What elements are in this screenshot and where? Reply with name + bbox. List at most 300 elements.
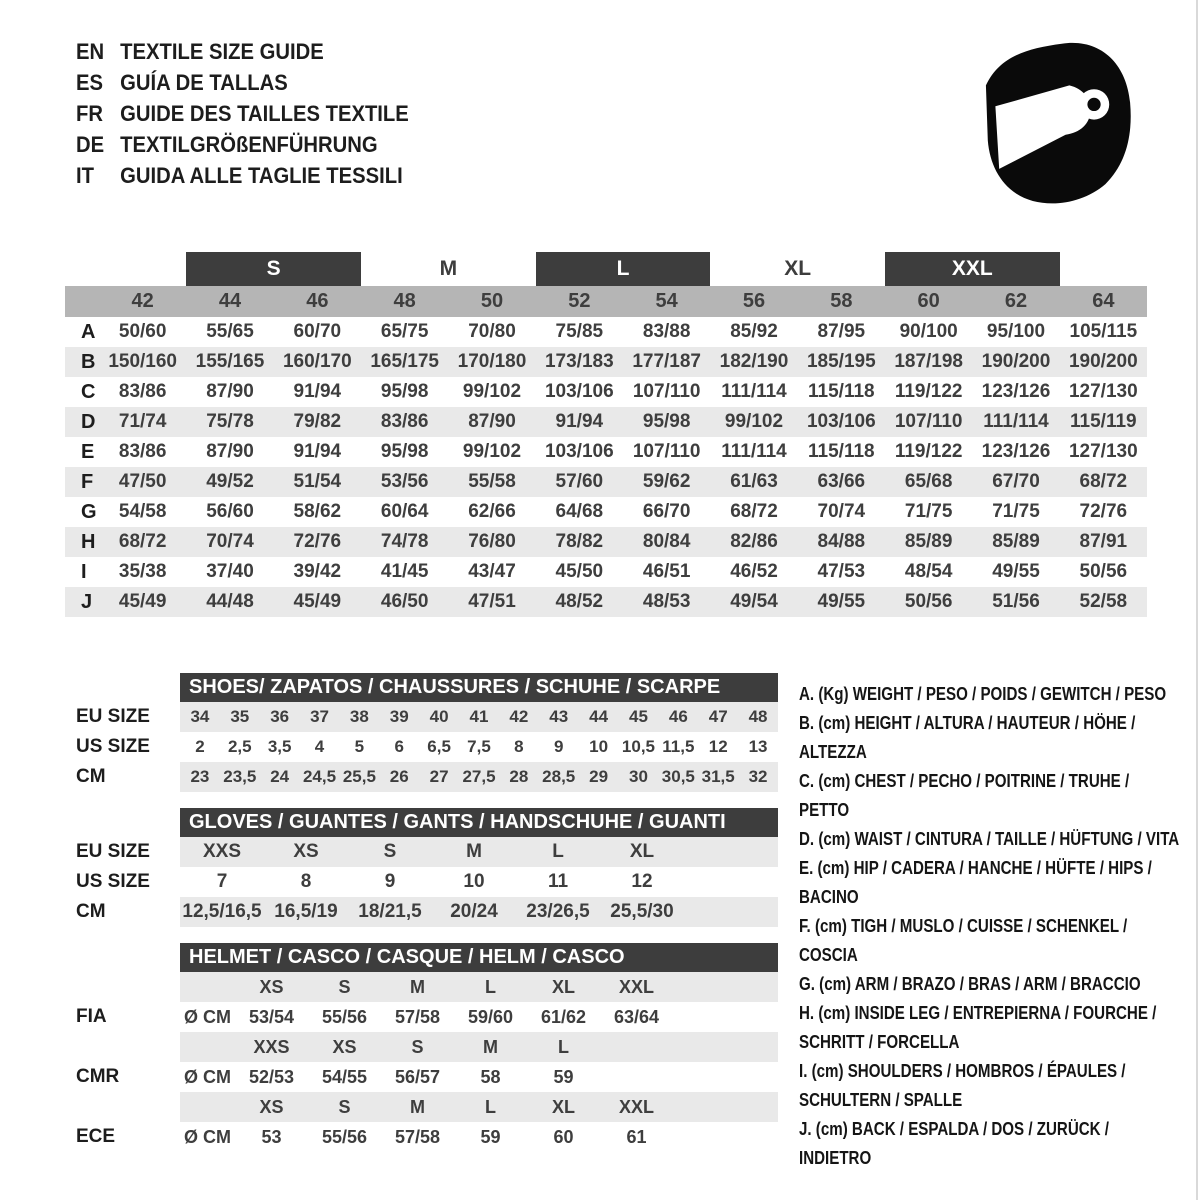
value-cell bbox=[600, 1062, 673, 1092]
size-value-cell: 119/122 bbox=[894, 441, 963, 462]
size-value-cell: 71/75 bbox=[904, 501, 953, 522]
legend-item: B. (cm) HEIGHT / ALTURA / HAUTEUR / HÖHE / ALTEZZA bbox=[799, 713, 1136, 762]
size-value-cell: 127/130 bbox=[1068, 381, 1138, 402]
size-value-cell: 84/88 bbox=[817, 531, 866, 552]
size-row-label: J bbox=[81, 591, 93, 613]
size-number-cell: 60 bbox=[917, 290, 940, 312]
size-value-cell: 49/54 bbox=[730, 591, 778, 612]
size-value-cell: 127/130 bbox=[1068, 441, 1138, 462]
size-number-cell: 50 bbox=[480, 290, 504, 312]
value-cell: 27,5 bbox=[462, 767, 496, 786]
size-value-cell: 91/94 bbox=[293, 441, 342, 462]
size-row-label: F bbox=[81, 471, 94, 493]
size-value-cell: 87/90 bbox=[206, 381, 254, 402]
size-value-cell: 119/122 bbox=[894, 381, 963, 402]
row-values bbox=[180, 1062, 778, 1092]
row-label bbox=[65, 1032, 180, 1062]
size-value-cell: 95/98 bbox=[380, 381, 429, 402]
row-label: CM bbox=[76, 901, 106, 922]
value-cell: 39 bbox=[389, 707, 409, 726]
size-value-cell: 50/60 bbox=[118, 321, 167, 342]
helmet-table bbox=[65, 943, 778, 1152]
value-cell: 40 bbox=[429, 707, 449, 726]
value-cell: 24,5 bbox=[302, 767, 337, 786]
value-cell: 30 bbox=[629, 767, 648, 786]
size-value-cell: 45/49 bbox=[118, 591, 167, 612]
size-row bbox=[65, 347, 1147, 377]
row-label: CM bbox=[76, 766, 106, 787]
value-cell: 59 bbox=[480, 1127, 501, 1147]
size-value-cell: 165/175 bbox=[370, 351, 439, 372]
value-cell: 38 bbox=[349, 707, 369, 726]
size-value-cell: 115/118 bbox=[808, 441, 875, 462]
value-cell: 12 bbox=[708, 737, 728, 756]
table-row bbox=[65, 972, 778, 1002]
row-values bbox=[180, 972, 778, 1002]
value-cell: 57/58 bbox=[394, 1007, 441, 1027]
value-cell: 11,5 bbox=[662, 737, 695, 756]
value-cell: 11 bbox=[547, 871, 569, 892]
size-value-cell: 74/78 bbox=[380, 531, 429, 552]
value-cell: XL bbox=[551, 977, 575, 997]
size-value-cell: 123/126 bbox=[981, 441, 1051, 462]
size-value-cell: 41/45 bbox=[380, 561, 429, 582]
row-label: CMR bbox=[76, 1066, 120, 1087]
value-cell: S bbox=[383, 841, 397, 862]
value-cell: 44 bbox=[589, 707, 609, 726]
size-value-cell: 48/52 bbox=[555, 591, 604, 612]
size-value-cell: 58/62 bbox=[293, 501, 342, 522]
legend-item: A. (Kg) WEIGHT / PESO / POIDS / GEWITCH / PESO bbox=[799, 684, 1167, 704]
size-value-cell: 107/110 bbox=[632, 441, 701, 462]
size-value-cell: 95/98 bbox=[642, 411, 691, 432]
value-cell: 35 bbox=[230, 707, 250, 726]
value-cell: 53 bbox=[261, 1127, 282, 1147]
size-value-cell: 105/115 bbox=[1069, 321, 1138, 342]
guide-title-text: TEXTILE SIZE GUIDE bbox=[120, 39, 324, 64]
size-value-cell: 190/200 bbox=[1068, 351, 1138, 372]
shoes-rows bbox=[65, 702, 778, 792]
legend-item: E. (cm) HIP / CADERA / HANCHE / HÜFTE / HIPS / BACINO bbox=[799, 858, 1152, 907]
table-row bbox=[65, 1002, 778, 1032]
size-value-cell: 48/54 bbox=[904, 561, 953, 582]
language-row bbox=[76, 36, 409, 67]
table-row bbox=[65, 732, 778, 762]
value-cell: M bbox=[410, 1097, 425, 1117]
value-cell: 5 bbox=[354, 737, 365, 756]
value-cell: 23 bbox=[190, 767, 210, 786]
table-row bbox=[65, 762, 778, 792]
value-cell: 53/54 bbox=[248, 1007, 295, 1027]
size-value-cell: 160/170 bbox=[282, 351, 352, 372]
value-cell: 28 bbox=[509, 767, 529, 786]
size-number-header-row bbox=[65, 286, 1147, 317]
size-group-s: S bbox=[186, 252, 361, 286]
size-value-cell: 70/74 bbox=[817, 501, 866, 522]
row-label bbox=[65, 1092, 180, 1122]
row-values bbox=[180, 1032, 778, 1062]
size-value-cell: 62/66 bbox=[468, 501, 516, 522]
value-cell: 46 bbox=[668, 707, 688, 726]
size-value-cell: 190/200 bbox=[981, 351, 1051, 372]
size-value-cell: 107/110 bbox=[632, 381, 701, 402]
size-value-cell: 51/54 bbox=[293, 471, 342, 492]
size-number-cell: 64 bbox=[1092, 290, 1115, 312]
guide-title-text: GUIDE DES TAILLES TEXTILE bbox=[120, 101, 409, 126]
size-value-cell: 155/165 bbox=[195, 351, 265, 372]
value-cell: XS bbox=[332, 1037, 357, 1057]
row-values bbox=[180, 1002, 778, 1032]
value-cell: 12,5/16,5 bbox=[182, 901, 262, 922]
size-value-cell: 99/102 bbox=[724, 411, 784, 432]
size-value-cell: 64/68 bbox=[555, 501, 604, 522]
size-group-m: M bbox=[439, 257, 458, 280]
size-value-cell: 68/72 bbox=[118, 531, 167, 552]
size-value-cell: 87/90 bbox=[468, 411, 516, 432]
value-cell: 4 bbox=[314, 737, 325, 756]
table-row bbox=[65, 1092, 778, 1122]
shoes-table bbox=[65, 673, 778, 792]
size-number-cell: 54 bbox=[655, 290, 678, 312]
value-cell: S bbox=[411, 1037, 424, 1057]
value-cell: 60 bbox=[553, 1127, 574, 1147]
size-group-header-row bbox=[65, 252, 1147, 286]
size-value-cell: 115/118 bbox=[808, 381, 875, 402]
size-row-label: B bbox=[81, 351, 96, 373]
value-cell: M bbox=[466, 841, 482, 862]
value-cell: 29 bbox=[589, 767, 609, 786]
size-value-cell: 103/106 bbox=[806, 411, 876, 432]
size-value-cell: 78/82 bbox=[555, 531, 604, 552]
value-cell: 52/53 bbox=[248, 1067, 295, 1087]
value-cell: L bbox=[485, 1097, 496, 1117]
size-group-l: L bbox=[536, 252, 711, 286]
size-value-cell: 46/51 bbox=[642, 561, 691, 582]
guide-title-text: GUIDA ALLE TAGLIE TESSILI bbox=[120, 163, 403, 188]
size-value-cell: 53/56 bbox=[380, 471, 429, 492]
value-cell: S bbox=[338, 977, 351, 997]
row-values bbox=[180, 867, 778, 897]
size-value-cell: 44/48 bbox=[206, 591, 254, 612]
size-value-cell: 68/72 bbox=[1079, 471, 1128, 492]
size-value-cell: 95/100 bbox=[986, 321, 1046, 342]
size-value-cell: 71/75 bbox=[992, 501, 1040, 522]
value-cell: 55/56 bbox=[321, 1007, 368, 1027]
header-spacer bbox=[65, 286, 99, 317]
size-value-cell: 95/98 bbox=[380, 441, 429, 462]
size-value-cell: 187/198 bbox=[894, 351, 963, 372]
row-values bbox=[180, 837, 778, 867]
size-number-cell: 62 bbox=[1004, 290, 1028, 312]
value-cell: 26 bbox=[389, 767, 409, 786]
legend-item: H. (cm) INSIDE LEG / ENTREPIERNA / FOURCHE / SCHRITT / FORCELLA bbox=[799, 1003, 1157, 1052]
size-value-cell: 46/50 bbox=[380, 591, 429, 612]
value-cell: Ø CM bbox=[184, 1007, 231, 1027]
value-cell: 23,5 bbox=[223, 767, 257, 786]
size-row bbox=[65, 437, 1147, 467]
legend-item: D. (cm) WAIST / CINTURA / TAILLE / HÜFTUNG / VITA bbox=[799, 829, 1180, 849]
table-row bbox=[65, 1032, 778, 1062]
value-cell: 23/26,5 bbox=[526, 901, 590, 922]
value-cell: XS bbox=[259, 1097, 284, 1117]
value-cell: L bbox=[558, 1037, 569, 1057]
value-cell: XXL bbox=[618, 1097, 654, 1117]
size-value-cell: 103/106 bbox=[544, 381, 614, 402]
value-cell: 8 bbox=[300, 871, 312, 892]
gloves-rows bbox=[65, 837, 778, 927]
size-value-cell: 37/40 bbox=[206, 561, 254, 582]
size-value-cell: 87/95 bbox=[817, 321, 866, 342]
size-value-cell: 70/74 bbox=[206, 531, 254, 552]
size-number-cell: 46 bbox=[306, 290, 329, 312]
size-number-cell: 56 bbox=[742, 290, 766, 312]
helmet-title-bar: HELMET / CASCO / CASQUE / HELM / CASCO bbox=[180, 943, 778, 972]
value-cell: 47 bbox=[708, 707, 728, 726]
size-row bbox=[65, 467, 1147, 497]
value-cell: 10,5 bbox=[621, 737, 655, 756]
value-cell: 61/62 bbox=[540, 1007, 587, 1027]
value-cell bbox=[600, 1032, 673, 1062]
size-value-cell: 49/52 bbox=[206, 471, 254, 492]
value-cell: 2,5 bbox=[227, 737, 252, 756]
table-row bbox=[65, 897, 778, 927]
value-cell: 57/58 bbox=[394, 1127, 441, 1147]
row-values bbox=[180, 1092, 778, 1122]
value-cell: 7 bbox=[216, 871, 228, 892]
size-value-cell: 61/63 bbox=[730, 471, 778, 492]
value-cell: 59 bbox=[553, 1067, 574, 1087]
size-row-label: G bbox=[81, 501, 97, 523]
size-number-cell: 44 bbox=[218, 290, 242, 312]
size-value-cell: 75/85 bbox=[555, 321, 604, 342]
value-cell: 16,5/19 bbox=[274, 901, 338, 922]
size-value-cell: 90/100 bbox=[899, 321, 958, 342]
size-value-cell: 85/92 bbox=[730, 321, 778, 342]
size-value-cell: 52/58 bbox=[1079, 591, 1128, 612]
value-cell: 9 bbox=[384, 871, 396, 892]
value-cell: 61 bbox=[626, 1127, 647, 1147]
size-value-cell: 150/160 bbox=[108, 351, 177, 372]
language-code: FR bbox=[76, 101, 103, 126]
size-row bbox=[65, 377, 1147, 407]
size-value-cell: 54/58 bbox=[118, 501, 167, 522]
guide-title-text: GUÍA DE TALLAS bbox=[120, 70, 288, 95]
row-label: US SIZE bbox=[76, 871, 150, 892]
size-value-cell: 55/58 bbox=[468, 471, 516, 492]
value-cell: 6 bbox=[394, 737, 404, 756]
value-cell: M bbox=[483, 1037, 498, 1057]
helmet-rows bbox=[65, 972, 778, 1152]
guide-title-text: TEXTILGRÖßENFÜHRUNG bbox=[120, 132, 378, 157]
size-group-xxl: XXL bbox=[885, 252, 1060, 286]
size-row-label: H bbox=[81, 531, 96, 553]
size-value-cell: 111/114 bbox=[983, 411, 1049, 432]
table-row bbox=[65, 1122, 778, 1152]
size-value-cell: 35/38 bbox=[118, 561, 167, 582]
size-value-cell: 65/68 bbox=[904, 471, 953, 492]
size-number-cell: 52 bbox=[568, 290, 591, 312]
value-cell: 43 bbox=[549, 707, 569, 726]
value-cell: 31,5 bbox=[701, 767, 735, 786]
size-row-label: C bbox=[81, 381, 96, 403]
size-value-cell: 49/55 bbox=[817, 591, 866, 612]
gloves-table bbox=[65, 808, 778, 927]
size-value-cell: 46/52 bbox=[730, 561, 778, 582]
language-row bbox=[76, 129, 409, 160]
value-cell: L bbox=[552, 841, 564, 862]
row-values bbox=[180, 702, 778, 732]
value-cell: 54/55 bbox=[321, 1067, 368, 1087]
value-cell: 63/64 bbox=[613, 1007, 660, 1027]
size-value-cell: 71/74 bbox=[118, 411, 167, 432]
size-value-cell: 68/72 bbox=[730, 501, 778, 522]
value-cell: 18/21,5 bbox=[358, 901, 422, 922]
size-row bbox=[65, 497, 1147, 527]
language-code: DE bbox=[76, 132, 105, 157]
size-value-cell: 47/50 bbox=[118, 471, 167, 492]
size-value-cell: 76/80 bbox=[468, 531, 516, 552]
table-row bbox=[65, 867, 778, 897]
size-value-cell: 111/114 bbox=[721, 381, 787, 402]
size-value-cell: 85/89 bbox=[992, 531, 1040, 552]
size-number-cell: 58 bbox=[830, 290, 853, 312]
size-value-cell: 67/70 bbox=[992, 471, 1040, 492]
row-label: ECE bbox=[76, 1126, 116, 1147]
value-cell: 55/56 bbox=[321, 1127, 368, 1147]
size-value-cell: 51/56 bbox=[992, 591, 1040, 612]
page-edge-line bbox=[1196, 0, 1198, 1200]
size-value-cell: 80/84 bbox=[642, 531, 691, 552]
value-cell: 48 bbox=[748, 707, 768, 726]
value-cell: 30,5 bbox=[661, 767, 695, 786]
value-cell: XXL bbox=[618, 977, 654, 997]
size-value-cell: 50/56 bbox=[904, 591, 953, 612]
value-cell: 42 bbox=[509, 707, 529, 726]
row-label: EU SIZE bbox=[76, 706, 150, 727]
size-value-cell: 83/86 bbox=[118, 441, 167, 462]
size-value-cell: 185/195 bbox=[806, 351, 876, 372]
size-value-cell: 79/82 bbox=[293, 411, 342, 432]
legend-item: J. (cm) BACK / ESPALDA / DOS / ZURÜCK / INDIETRO bbox=[799, 1119, 1109, 1168]
value-cell: 13 bbox=[748, 737, 768, 756]
size-value-cell: 107/110 bbox=[894, 411, 963, 432]
language-code: IT bbox=[76, 163, 94, 188]
value-cell: 24 bbox=[270, 767, 290, 786]
size-value-cell: 56/60 bbox=[206, 501, 254, 522]
value-cell: XL bbox=[629, 841, 655, 862]
size-value-cell: 72/76 bbox=[293, 531, 342, 552]
shoes-title-bar: SHOES/ ZAPATOS / CHAUSSURES / SCHUHE / SCARPE bbox=[180, 673, 778, 702]
size-value-cell: 45/50 bbox=[555, 561, 604, 582]
value-cell: XXS bbox=[253, 1037, 290, 1057]
row-label: FIA bbox=[76, 1006, 107, 1027]
value-cell: 7,5 bbox=[467, 737, 491, 756]
size-value-cell: 55/65 bbox=[206, 321, 254, 342]
size-value-cell: 57/60 bbox=[555, 471, 604, 492]
value-cell: 36 bbox=[270, 707, 290, 726]
size-value-cell: 50/56 bbox=[1079, 561, 1128, 582]
gloves-title-bar: GLOVES / GUANTES / GANTS / HANDSCHUHE / GUANTI bbox=[180, 808, 778, 837]
size-row-label: D bbox=[81, 411, 96, 433]
legend-item: I. (cm) SHOULDERS / HOMBROS / ÉPAULES / SCHULTERN / SPALLE bbox=[799, 1061, 1126, 1110]
size-row bbox=[65, 587, 1147, 617]
size-value-cell: 170/180 bbox=[457, 351, 527, 372]
value-cell: XXS bbox=[202, 841, 242, 862]
value-cell: M bbox=[410, 977, 425, 997]
size-value-cell: 83/86 bbox=[118, 381, 167, 402]
size-value-cell: 72/76 bbox=[1079, 501, 1128, 522]
value-cell: Ø CM bbox=[184, 1127, 231, 1147]
size-value-cell: 59/62 bbox=[642, 471, 691, 492]
size-value-cell: 65/75 bbox=[380, 321, 429, 342]
table-row bbox=[65, 837, 778, 867]
value-cell: 2 bbox=[195, 737, 205, 756]
size-value-cell: 182/190 bbox=[719, 351, 789, 372]
value-cell: 25,5/30 bbox=[610, 901, 674, 922]
value-cell: 58 bbox=[480, 1067, 501, 1087]
value-cell: 8 bbox=[514, 737, 524, 756]
language-code: ES bbox=[76, 70, 104, 95]
value-cell: 10 bbox=[463, 871, 485, 892]
row-values bbox=[180, 732, 778, 762]
size-number-cell: 48 bbox=[393, 290, 416, 312]
legend-item: C. (cm) CHEST / PECHO / POITRINE / TRUHE / PETTO bbox=[799, 771, 1130, 820]
row-values bbox=[180, 897, 778, 927]
size-value-cell: 83/86 bbox=[380, 411, 429, 432]
value-cell: L bbox=[485, 977, 496, 997]
value-cell bbox=[180, 1092, 235, 1122]
size-value-cell: 70/80 bbox=[468, 321, 516, 342]
table-row bbox=[65, 702, 778, 732]
size-number-cell: 42 bbox=[131, 290, 154, 312]
value-cell: 25,5 bbox=[342, 767, 376, 786]
size-row bbox=[65, 527, 1147, 557]
value-cell: 27 bbox=[429, 767, 449, 786]
value-cell: 45 bbox=[629, 707, 648, 726]
size-value-cell: 103/106 bbox=[544, 441, 614, 462]
value-cell: 34 bbox=[190, 707, 210, 726]
size-row-label: E bbox=[81, 441, 95, 463]
size-value-cell: 91/94 bbox=[293, 381, 342, 402]
size-value-cell: 39/42 bbox=[293, 561, 342, 582]
value-cell: S bbox=[338, 1097, 351, 1117]
value-cell: XS bbox=[293, 841, 319, 862]
size-value-cell: 82/86 bbox=[730, 531, 778, 552]
value-cell: 6,5 bbox=[427, 737, 451, 756]
value-cell: 41 bbox=[469, 707, 489, 726]
size-value-cell: 87/91 bbox=[1079, 531, 1128, 552]
size-value-cell: 99/102 bbox=[462, 441, 522, 462]
row-label: US SIZE bbox=[76, 736, 150, 757]
size-value-cell: 177/187 bbox=[632, 351, 701, 372]
size-value-cell: 75/78 bbox=[206, 411, 254, 432]
size-value-cell: 115/119 bbox=[1070, 411, 1137, 432]
size-value-cell: 63/66 bbox=[817, 471, 866, 492]
value-cell: Ø CM bbox=[184, 1067, 231, 1087]
value-cell bbox=[180, 1032, 235, 1062]
size-value-cell: 85/89 bbox=[904, 531, 953, 552]
value-cell: 59/60 bbox=[467, 1007, 514, 1027]
legend-item: G. (cm) ARM / BRAZO / BRAS / ARM / BRACCIO bbox=[799, 974, 1141, 994]
size-value-cell: 60/70 bbox=[293, 321, 342, 342]
value-cell: 3,5 bbox=[267, 737, 292, 756]
size-value-cell: 45/49 bbox=[293, 591, 342, 612]
size-value-cell: 48/53 bbox=[642, 591, 691, 612]
size-value-cell: 47/53 bbox=[817, 561, 866, 582]
size-value-cell: 47/51 bbox=[468, 591, 516, 612]
measurement-legend bbox=[799, 680, 1200, 1173]
racing-helmet-icon bbox=[982, 38, 1134, 204]
